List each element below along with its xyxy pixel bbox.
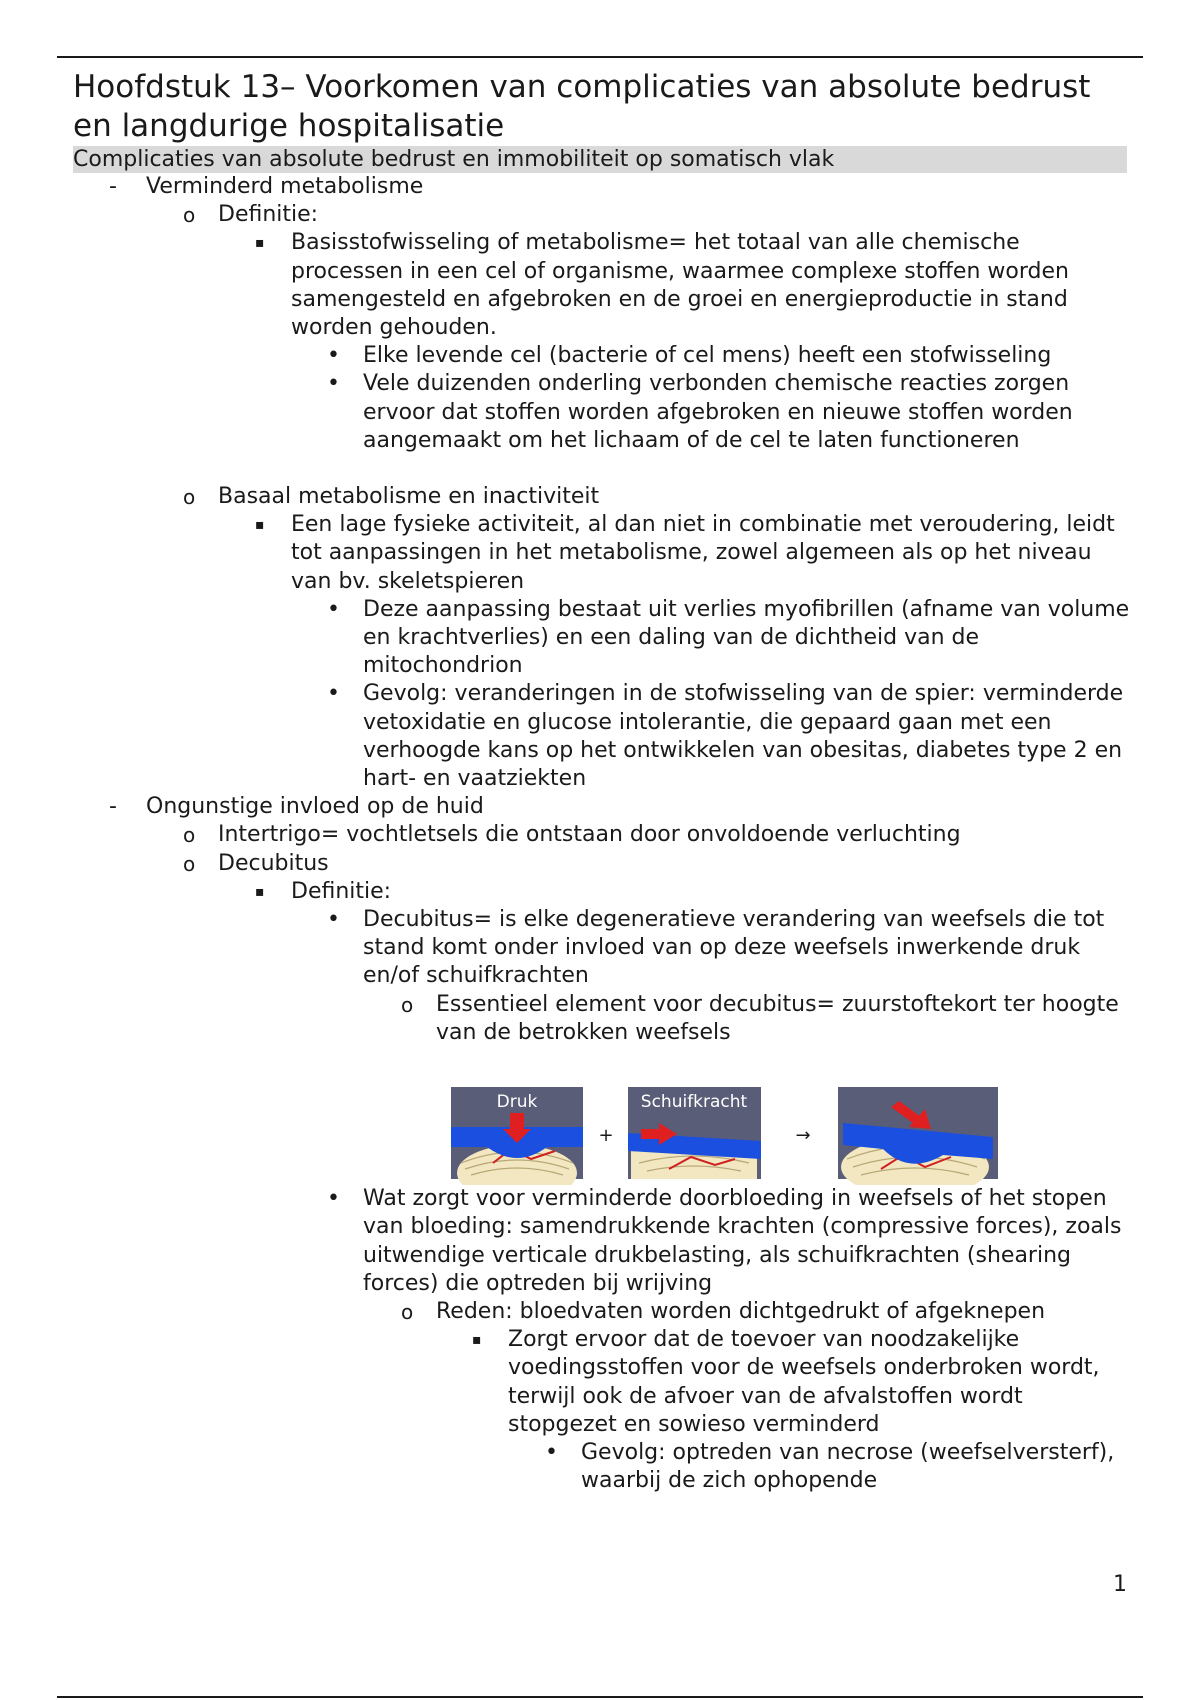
list-item — [73, 1298, 1133, 1326]
bullet-marker: • — [545, 1439, 558, 1465]
circle-marker: o — [183, 851, 196, 876]
list-item-text: Decubitus= is elke degeneratieve verandering van weefsels die tot stand komt onder invloed van op deze weefsels inwerkende druk en/of schuifkrachten — [363, 907, 1105, 989]
arrow-symbol: → — [795, 1125, 811, 1147]
list-item — [73, 850, 1133, 878]
circle-marker: o — [183, 823, 196, 848]
list-item — [73, 511, 1133, 596]
circle-marker: o — [183, 485, 196, 510]
list-item — [73, 201, 1133, 229]
list-item — [73, 1326, 1133, 1439]
circle-marker: o — [183, 203, 196, 228]
top-rule — [57, 56, 1143, 58]
list-item-text: Verminderd metabolisme — [146, 174, 424, 199]
list-item — [73, 342, 1133, 370]
list-item-text: Definitie: — [218, 202, 319, 228]
list-item — [73, 173, 1133, 201]
list-item — [73, 991, 1133, 1047]
list-item-text: Decubitus — [218, 850, 329, 876]
list-item — [73, 483, 1133, 511]
list-item — [73, 1439, 1133, 1495]
list-item-text: Definitie: — [291, 878, 392, 904]
decubitus-figure — [73, 1051, 1133, 1185]
square-bullet-marker: ▪ — [472, 1332, 482, 1349]
list-item-text: Gevolg: optreden van necrose (weefselversterf), waarbij de zich ophopende — [581, 1439, 1115, 1494]
plus-symbol: + — [598, 1125, 614, 1147]
list-item-text: Basaal metabolisme en inactiviteit — [218, 484, 600, 510]
list-item-text: Vele duizenden onderling verbonden chemische reacties zorgen ervoor dat stoffen worden afgebroken en nieuwe stoffen worden aangemaakt om het lichaam of de cel te laten functioneren — [363, 371, 1073, 453]
section-heading: Complicaties van absolute bedrust en immobiliteit op somatisch vlak — [73, 146, 1127, 173]
spacer — [73, 455, 1133, 483]
document-body — [73, 68, 1133, 1495]
dash-marker: - — [109, 174, 117, 199]
circle-marker: o — [401, 1299, 414, 1324]
list-item-text: Essentieel element voor decubitus= zuurstoftekort ter hoogte van de betrokken weefsels — [436, 991, 1119, 1045]
list-item-text: Wat zorgt voor verminderde doorbloeding in weefsels of het stopen van bloeding: samendrukkende krachten (compressive forces), zoals uitwendige verticale drukbelasting, als schuifkrachten (shearing forces) die optreden bij wrijving — [363, 1186, 1122, 1296]
bullet-marker: • — [327, 681, 340, 707]
list-item — [73, 793, 1133, 821]
bullet-marker: • — [327, 907, 340, 933]
bullet-marker: • — [327, 596, 340, 622]
list-item-text: Reden: bloedvaten worden dichtgedrukt of afgeknepen — [436, 1298, 1046, 1324]
list-item — [73, 1185, 1133, 1298]
list-item — [73, 821, 1133, 849]
pressure-label: Druk — [496, 1092, 538, 1113]
list-item-text: Zorgt ervoor dat de toevoer van noodzakelijke voedingsstoffen voor de weefsels onderbroken wordt, terwijl ook de afvoer van de afvalstoffen wordt stopgezet en sowieso verminderd — [508, 1327, 1100, 1437]
page-title: Hoofdstuk 13– Voorkomen van complicaties van absolute bedrust en langdurige hospitalisatie — [73, 69, 1091, 144]
bullet-marker: • — [327, 1186, 340, 1212]
square-bullet-marker: ▪ — [255, 235, 265, 252]
list-item-text: Gevolg: veranderingen in de stofwisseling van de spier: verminderde vetoxidatie en glucose intolerantie, die gepaard gaan met een verhoogde kans op het ontwikkelen van obesitas, diabetes type 2 en hart- en vaatziekten — [363, 681, 1124, 792]
list-item-text: Intertrigo= vochtletsels die ontstaan door onvoldoende verluchting — [218, 822, 961, 848]
list-item — [73, 596, 1133, 681]
list-item — [73, 229, 1133, 342]
list-item-text: Deze aanpassing bestaat uit verlies myofibrillen (afname van volume en krachtverlies) en een daling van de dichtheid van de mitochondrion — [363, 596, 1130, 679]
list-item-text: Elke levende cel (bacterie of cel mens) heeft een stofwisseling — [363, 343, 1052, 369]
pressure-panel — [451, 1087, 583, 1185]
dash-marker: - — [109, 794, 117, 820]
shear-panel — [628, 1087, 761, 1179]
list-item — [73, 680, 1133, 793]
decubitus-diagram — [73, 1051, 1133, 1185]
bullet-marker: • — [327, 371, 340, 397]
list-item — [73, 878, 1133, 906]
square-bullet-marker: ▪ — [255, 883, 265, 900]
list-item-text: Basisstofwisseling of metabolisme= het totaal van alle chemische processen in een cel of organisme, waarmee complexe stoffen worden samengesteld en afgebroken en de groei en energieproductie in stand worden gehouden. — [291, 230, 1069, 341]
list-item-text: Een lage fysieke activiteit, al dan niet in combinatie met veroudering, leidt tot aanpassingen in het metabolisme, zowel algemeen als op het niveau van bv. skeletspieren — [291, 512, 1115, 594]
result-panel — [838, 1087, 998, 1185]
list-item — [73, 370, 1133, 455]
bottom-rule — [57, 1696, 1143, 1698]
circle-marker: o — [401, 992, 414, 1017]
square-bullet-marker: ▪ — [255, 517, 265, 534]
shear-label: Schuifkracht — [640, 1092, 748, 1113]
bullet-marker: • — [327, 343, 340, 369]
page-number: 1 — [1113, 1572, 1127, 1597]
list-item-text: Ongunstige invloed op de huid — [146, 794, 484, 820]
list-item — [73, 906, 1133, 991]
